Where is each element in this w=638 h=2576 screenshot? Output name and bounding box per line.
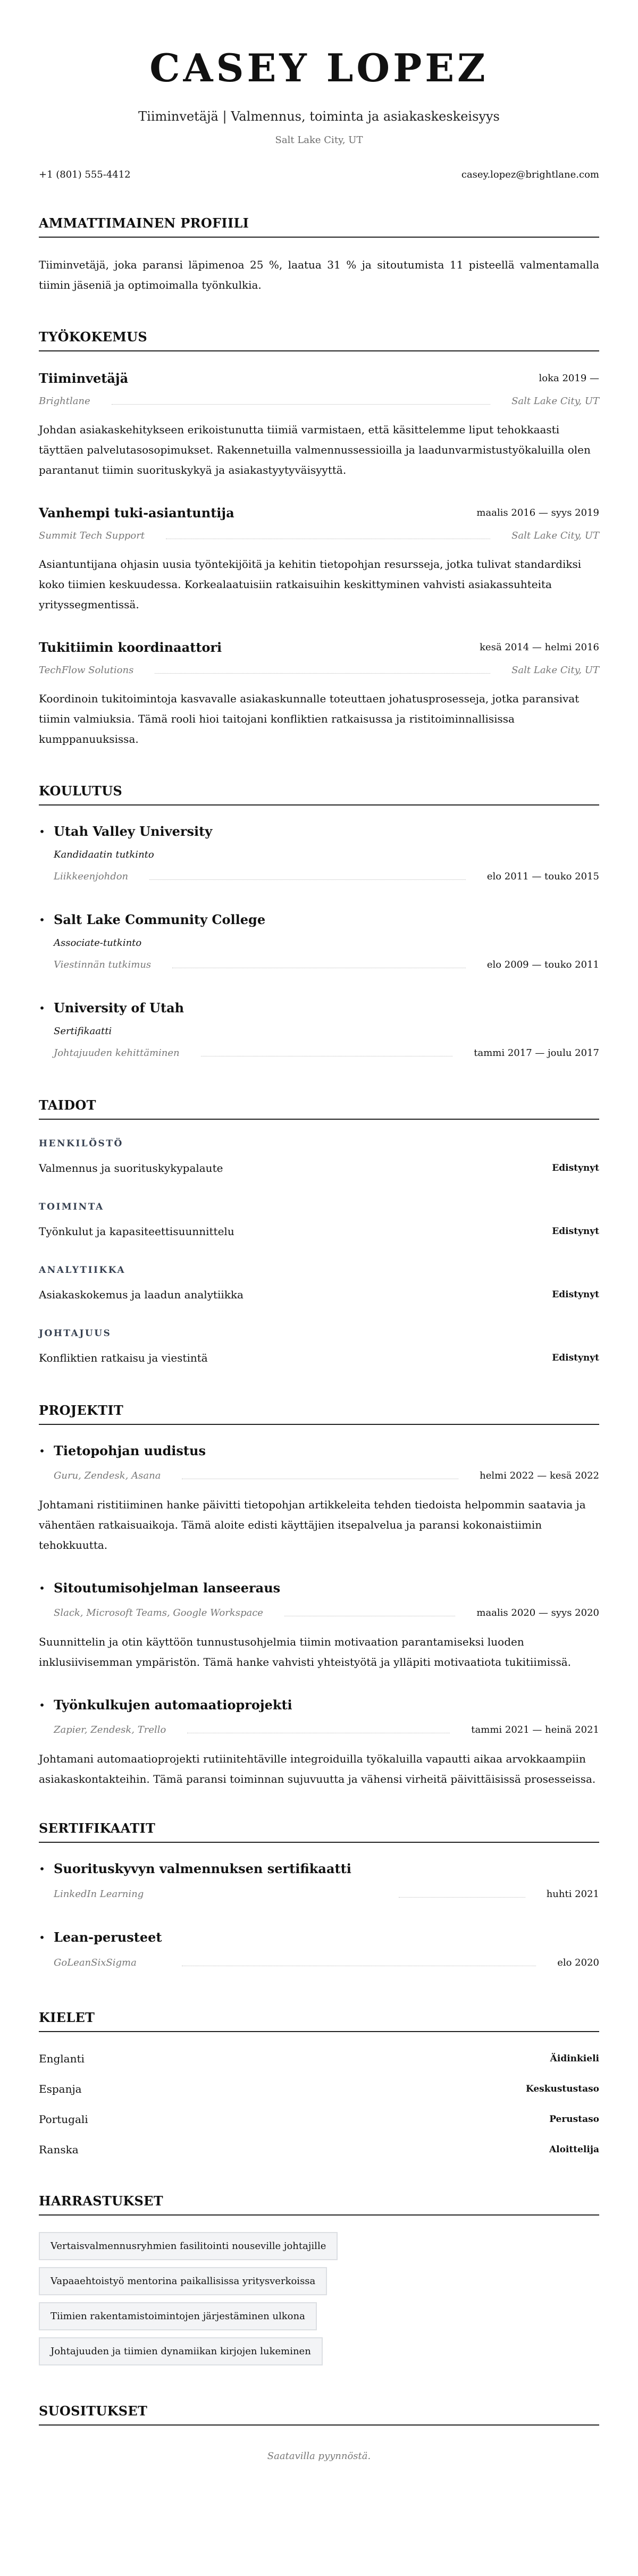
language-row (39, 2051, 599, 2067)
company: TechFlow Solutions (39, 665, 134, 676)
hobby-tags (39, 2232, 599, 2365)
language-name: Englanti (39, 2052, 85, 2065)
language-level: Keskustustaso (525, 2084, 599, 2094)
education-entry (39, 1000, 599, 1061)
section-hobbies (39, 2193, 599, 2365)
section-heading: TYÖKOKEMUS (39, 329, 599, 351)
project-dates: tammi 2021 — heinä 2021 (471, 1724, 599, 1735)
bullet-icon: • (39, 1862, 45, 1875)
section-work-experience (39, 329, 599, 749)
language-row (39, 2111, 599, 2127)
skill-group (39, 1137, 599, 1176)
bullet-icon: • (39, 1931, 45, 1944)
project-tech: Zapier, Zendesk, Trello (54, 1724, 166, 1735)
bullet-icon: • (39, 825, 45, 838)
phone: +1 (801) 555-4412 (39, 169, 131, 180)
skill-category: ANALYTIIKKA (39, 1265, 126, 1276)
hobby-tag: Tiimien rakentamistoimintojen järjestäminen ulkona (39, 2302, 317, 2330)
job-title: Vanhempi tuki-asiantuntija (39, 505, 234, 521)
job-entry (39, 505, 599, 615)
project-entry (39, 1580, 599, 1672)
education-dates: tammi 2017 — joulu 2017 (474, 1047, 599, 1059)
job-entry (39, 639, 599, 749)
section-heading: SERTIFIKAATIT (39, 1820, 599, 1843)
certification-issuer: GoLeanSixSigma (54, 1957, 137, 1968)
certification-issuer: LinkedIn Learning (54, 1889, 144, 1900)
skill-category: TOIMINTA (39, 1202, 104, 1212)
skill-group (39, 1201, 599, 1239)
hobby-tag: Johtajuuden ja tiimien dynamiikan kirjojen lukeminen (39, 2337, 323, 2365)
headline: Tiiminvetäjä | Valmennus, toiminta ja asiakaskeskeisyys (138, 109, 500, 124)
field-of-study: Johtajuuden kehittäminen (54, 1047, 180, 1059)
field-of-study: Viestinnän tutkimus (54, 959, 152, 970)
language-level: Aloittelija (549, 2144, 599, 2155)
job-description: Asiantuntijana ohjasin uusia työntekijöitä ja kehitin tietopohjan resursseja, jotka tulivat standardiksi koko tiimien keskuudessa. Korkealaatuisiin ratkaisuihin keskittyminen vahvisti asiakassuhteita yrityssegmentissä. (39, 558, 582, 611)
candidate-name: CASEY LOPEZ (149, 45, 489, 90)
dotted-leader (399, 1897, 525, 1898)
project-title: Sitoutumisohjelman lanseeraus (54, 1580, 281, 1596)
skill-name: Asiakaskokemus ja laadun analytiikka (39, 1288, 244, 1301)
section-languages (39, 2009, 599, 2158)
certification-date: elo 2020 (557, 1957, 599, 1968)
skill-name: Konfliktien ratkaisu ja viestintä (39, 1352, 208, 1364)
project-title: Tietopohjan uudistus (54, 1443, 206, 1458)
project-tech: Slack, Microsoft Teams, Google Workspace (54, 1607, 263, 1618)
dotted-leader (149, 879, 466, 880)
section-certifications (39, 1820, 599, 1970)
job-title: Tiiminvetäjä (39, 371, 129, 386)
section-projects (39, 1402, 599, 1789)
dotted-leader (112, 404, 490, 405)
language-name: Espanja (39, 2083, 82, 2095)
section-heading: PROJEKTIT (39, 1402, 599, 1425)
field-of-study: Liikkeenjohdon (54, 871, 129, 882)
language-name: Ranska (39, 2143, 79, 2156)
degree: Sertifikaatti (54, 1026, 112, 1037)
project-entry (39, 1697, 599, 1789)
certification-entry (39, 1860, 599, 1902)
certification-entry (39, 1929, 599, 1970)
education-entry (39, 823, 599, 884)
skill-group (39, 1264, 599, 1303)
skill-level: Edistynyt (552, 1289, 599, 1300)
language-level: Perustaso (549, 2114, 599, 2125)
section-profile (39, 215, 599, 295)
contact-row (39, 167, 599, 182)
education-entry (39, 911, 599, 972)
email: casey.lopez@brightlane.com (461, 169, 599, 180)
certification-date: huhti 2021 (546, 1889, 599, 1900)
profile-text: Tiiminvetäjä, joka paransi läpimenoa 25 %, laatua 31 % ja sitoutumista 11 pisteellä valmentamalla tiimin jäseniä ja optimoimalla työnkulkia. (39, 258, 599, 291)
project-description: Johtamani ristitiiminen hanke päivitti tietopohjan artikkeleita tehden tiedoista helpommin saatavia ja vähentäen ratkaisuaikoja. Tämä aloite edisti käyttäjien itsepalvelua ja paransi kokonaistiimin tehokkuutta. (39, 1498, 586, 1551)
job-dates: kesä 2014 — helmi 2016 (480, 642, 599, 653)
hobby-tag: Vertaisvalmennusryhmien fasilitointi nouseville johtajille (39, 2232, 338, 2260)
project-description: Johtamani automaatioprojekti rutiinitehtäville integroiduilla työkaluilla vapautti aikaa arvokkaampiin asiakaskontakteihin. Tämä paransi toiminnan sujuvuutta ja vähensi virheitä päivittäisissä prosesseissa. (39, 1752, 596, 1785)
job-location: Salt Lake City, UT (511, 530, 599, 541)
school-name: Utah Valley University (54, 824, 213, 839)
bullet-icon: • (39, 913, 45, 926)
skill-level: Edistynyt (552, 1226, 599, 1237)
skill-category: HENKILÖSTÖ (39, 1138, 123, 1149)
project-entry (39, 1442, 599, 1555)
bullet-icon: • (39, 1582, 45, 1595)
company: Summit Tech Support (39, 530, 145, 541)
bullet-icon: • (39, 1445, 45, 1457)
job-entry (39, 370, 599, 480)
section-heading: KOULUTUS (39, 783, 599, 805)
certification-title: Lean-perusteet (54, 1929, 162, 1945)
job-location: Salt Lake City, UT (511, 665, 599, 676)
job-dates: loka 2019 — (539, 373, 599, 384)
section-heading: AMMATTIMAINEN PROFIILI (39, 215, 599, 238)
job-location: Salt Lake City, UT (511, 396, 599, 407)
bullet-icon: • (39, 1699, 45, 1711)
bullet-icon: • (39, 1002, 45, 1014)
language-row (39, 2081, 599, 2097)
section-education (39, 783, 599, 1061)
job-description: Johdan asiakaskehitykseen erikoistunutta tiimiä varmistaen, että käsittelemme liput tehokkaasti täyttäen palvelutasosopimukset. Rakennetuilla valmennussessioilla ja laadunvarmistustyökaluilla olen parantanut tiimin suorituskykyä ja asiakastyytyväisyyttä. (39, 423, 591, 476)
education-dates: elo 2009 — touko 2011 (486, 959, 599, 970)
certification-title: Suorituskyvyn valmennuksen sertifikaatti (54, 1861, 351, 1876)
skill-group (39, 1327, 599, 1366)
job-title: Tukitiimin koordinaattori (39, 640, 222, 655)
school-name: University of Utah (54, 1000, 184, 1016)
location: Salt Lake City, UT (275, 135, 363, 146)
language-row (39, 2142, 599, 2158)
project-tech: Guru, Zendesk, Asana (54, 1470, 161, 1481)
language-name: Portugali (39, 2113, 88, 2126)
job-dates: maalis 2016 — syys 2019 (476, 507, 599, 518)
skill-category: JOHTAJUUS (39, 1328, 112, 1339)
section-skills (39, 1097, 599, 1366)
section-heading: HARRASTUKSET (39, 2193, 599, 2216)
project-dates: maalis 2020 — syys 2020 (476, 1607, 599, 1618)
section-heading: SUOSITUKSET (39, 2403, 599, 2426)
references-text: Saatavilla pyynnöstä. (267, 2451, 371, 2462)
dotted-leader (155, 673, 490, 674)
degree: Kandidaatin tutkinto (54, 849, 154, 860)
skill-name: Työnkulut ja kapasiteettisuunnittelu (39, 1225, 234, 1238)
degree: Associate-tutkinto (54, 937, 142, 949)
school-name: Salt Lake Community College (54, 912, 266, 927)
skill-level: Edistynyt (552, 1353, 599, 1363)
job-description: Koordinoin tukitoimintoja kasvavalle asiakaskunnalle toteuttaen johatusprosesseja, jotka paransivat tiimin valmiuksia. Tämä rooli hioi taitojani konfliktien ratkaisussa ja ristitoiminnallisissa kumppanuuksissa. (39, 692, 580, 745)
education-dates: elo 2011 — touko 2015 (486, 871, 599, 882)
project-description: Suunnittelin ja otin käyttöön tunnustusohjelmia tiimin motivaation parantamiseksi luoden inklusiivisemman ympäristön. Tämä hanke vahvisti yhteistyötä ja ylläpiti motivaatiota tukitiimissä. (39, 1635, 571, 1668)
language-level: Äidinkieli (550, 2053, 599, 2064)
hobby-tag: Vapaaehtoistyö mentorina paikallisissa yritysverkoissa (39, 2267, 327, 2295)
company: Brightlane (39, 396, 90, 407)
skill-level: Edistynyt (552, 1163, 599, 1173)
section-references (39, 2403, 599, 2464)
project-title: Työnkulkujen automaatioprojekti (54, 1697, 292, 1713)
resume-header (39, 47, 599, 182)
skill-name: Valmennus ja suorituskykypalaute (39, 1162, 223, 1174)
section-heading: TAIDOT (39, 1097, 599, 1120)
project-dates: helmi 2022 — kesä 2022 (480, 1470, 599, 1481)
section-heading: KIELET (39, 2009, 599, 2032)
